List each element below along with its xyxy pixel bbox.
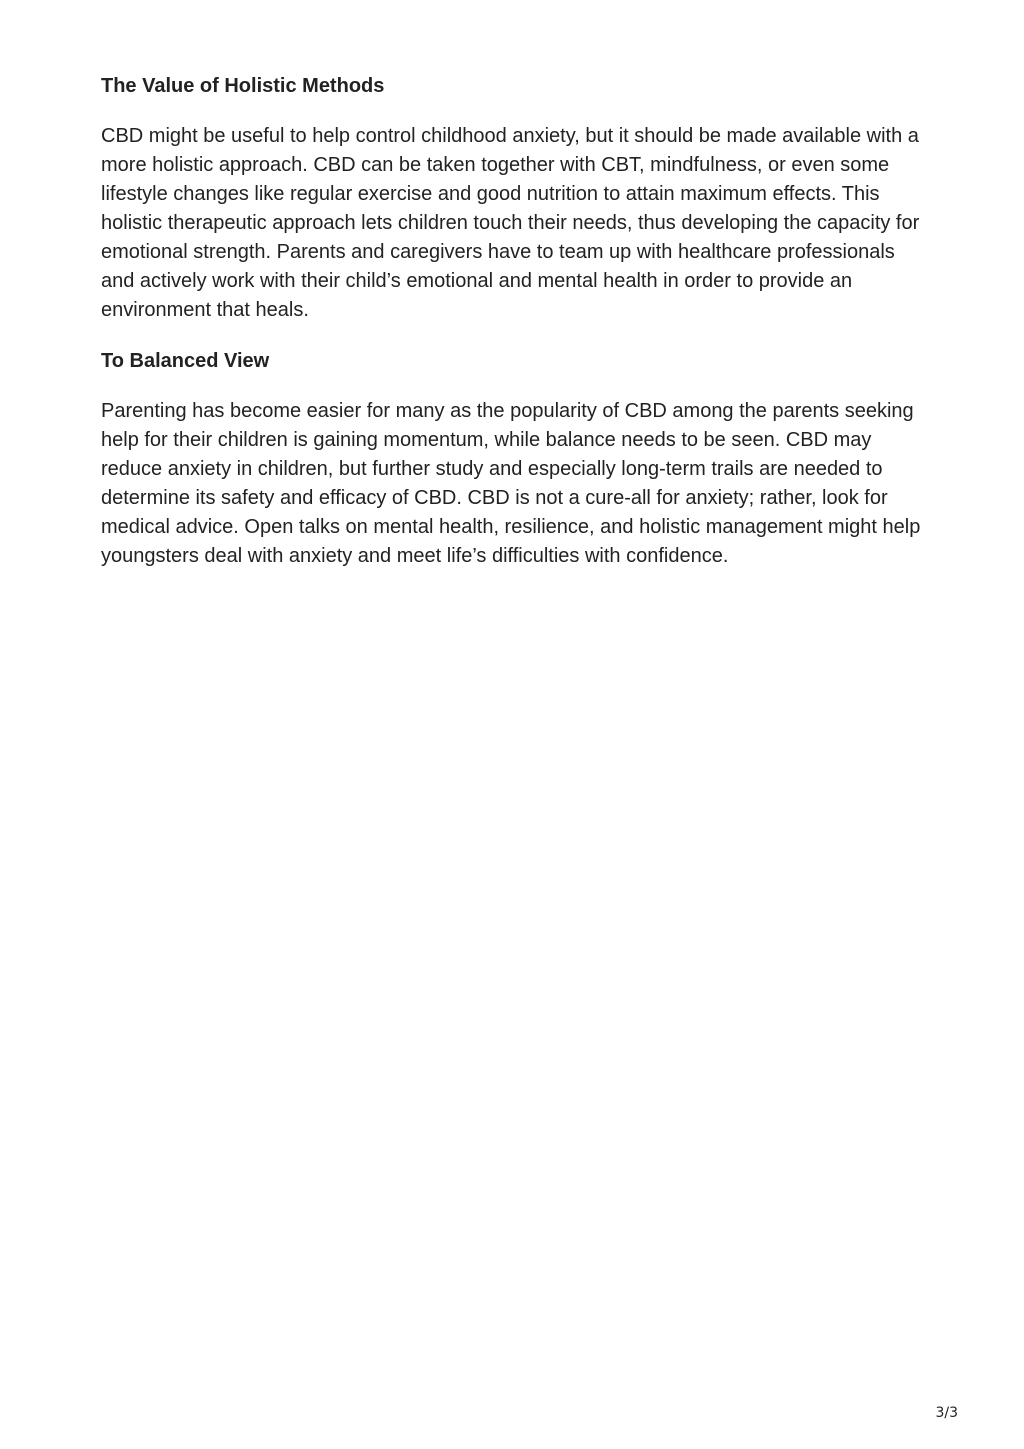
document-page <box>101 72 931 571</box>
section-paragraph-balanced-view: Parenting has become easier for many as the popularity of CBD among the parents seeking help for their children is gaining momentum, while balance needs to be seen. CBD may reduce anxiety in children, but further study and especially long-term trails are needed to determine its safety and efficacy of CBD. CBD is not a cure-all for anxiety; rather, look for medical advice. Open talks on mental health, resilience, and holistic management might help youngsters deal with anxiety and meet life’s difficulties with confidence. <box>101 400 921 567</box>
page-number: 3/3 <box>935 1405 958 1421</box>
section-heading-holistic-methods: The Value of Holistic Methods <box>101 75 385 97</box>
section-heading-balanced-view: To Balanced View <box>101 350 270 372</box>
section-paragraph-holistic-methods: CBD might be useful to help control childhood anxiety, but it should be made available with a more holistic approach. CBD can be taken together with CBT, mindfulness, or even some lifestyle changes like regular exercise and good nutrition to attain maximum effects. This holistic therapeutic approach lets children touch their needs, thus developing the capacity for emotional strength. Parents and caregivers have to team up with healthcare professionals and actively work with their child’s emotional and mental health in order to provide an environment that heals. <box>101 125 920 321</box>
